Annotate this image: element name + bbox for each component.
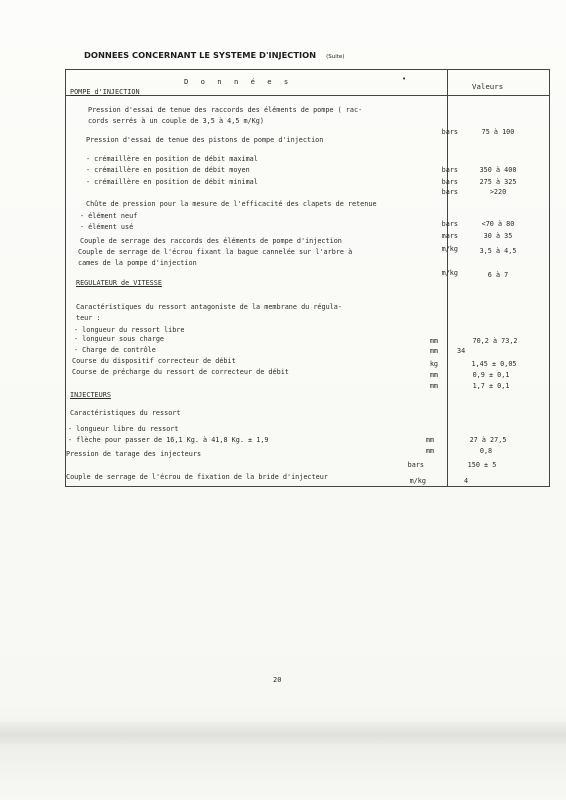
row-value: 6 à 7	[487, 271, 509, 279]
row-text: Chûte de pression pour la mesure de l'efficacité des clapets de retenue	[86, 200, 377, 208]
row-text: teur :	[76, 314, 101, 322]
row-text: cames de la pompe d'injection	[78, 259, 197, 267]
row-unit: mm	[429, 382, 438, 390]
header-mark: •	[402, 75, 407, 83]
row-value: 75 à 100	[481, 128, 515, 136]
row-value: 0,8	[479, 447, 493, 455]
row-value: 1,7 ± 0,1	[472, 382, 510, 390]
row-text: Couple de serrage de l'écrou de fixation de la bride d'injecteur	[66, 473, 328, 481]
row-text: Couple de serrage de l'écrou fixant la bague cannelée sur l'arbre à	[78, 248, 353, 256]
row-value: 30 à 35	[483, 232, 513, 240]
row-text: - Charge de contrôle	[74, 346, 156, 354]
section-pompe: POMPE d'INJECTION	[70, 88, 140, 96]
row-unit: bars	[441, 188, 458, 196]
row-value: 34	[457, 347, 466, 355]
row-unit: mm	[429, 337, 438, 345]
section-injecteurs: INJECTEURS	[70, 391, 111, 399]
row-unit: bars	[441, 220, 458, 228]
row-value: 275 à 325	[479, 178, 517, 186]
row-unit: m/kg	[441, 269, 458, 277]
row-value: 0,9 ± 0,1	[472, 371, 510, 379]
row-text: - longueur libre du ressort	[68, 425, 179, 433]
row-text: - longueur sous charge	[74, 335, 165, 343]
page-number: 20	[273, 676, 282, 684]
row-unit: m/kg	[441, 245, 458, 253]
row-text: Pression d'essai de tenue des raccords des éléments de pompe ( rac-	[88, 106, 363, 114]
row-unit: bars	[441, 166, 458, 174]
row-value: 4	[464, 477, 469, 485]
row-text: - flèche pour passer de 16,1 Kg. à 41,8 Kg. ± 1,9	[68, 436, 269, 444]
title-suffix: (Suite)	[326, 54, 345, 60]
row-unit: mm	[425, 436, 434, 444]
header-valeurs: Valeurs	[472, 82, 504, 91]
header-donnees: D o n n é e s	[184, 77, 293, 86]
row-value: >220	[489, 188, 507, 196]
document-title	[84, 50, 344, 60]
row-text: Course de précharge du ressort de correcteur de débit	[72, 368, 289, 376]
row-text: - élément usé	[80, 223, 134, 231]
row-value: 1,45 ± 0,05	[471, 360, 517, 368]
row-text: cords serrés à un couple de 3,5 à 4,5 m/Kg)	[88, 117, 264, 125]
data-table	[65, 69, 550, 487]
row-text: - élément neuf	[80, 212, 138, 220]
row-unit: mm	[425, 447, 434, 455]
row-unit: mars	[441, 232, 458, 240]
row-unit: kg	[429, 360, 438, 368]
title-text: DONNEES CONCERNANT LE SYSTEME D'INJECTION	[84, 50, 317, 60]
row-text: Course du dispositif correcteur de débit	[72, 357, 236, 365]
section-regulateur: REGULATEUR de VITESSE	[76, 279, 162, 287]
row-unit: mm	[429, 347, 438, 355]
row-unit: bars	[407, 461, 424, 469]
row-text: - crémaillère en position de débit minimal	[86, 178, 258, 186]
row-unit: bars	[441, 178, 458, 186]
row-value: <70 à 80	[481, 220, 515, 228]
row-text: - crémaillère en position de débit maximal	[86, 155, 258, 163]
row-text: Couple de serrage des raccords des éléments de pompe d'injection	[80, 237, 342, 245]
row-value: 150 ± 5	[467, 461, 497, 469]
row-value: 350 à 400	[479, 166, 517, 174]
row-value: 27 à 27,5	[469, 436, 507, 444]
page-fold-shadow	[0, 722, 566, 744]
row-text: Pression de tarage des injecteurs	[66, 450, 202, 458]
row-text: - longueur du ressort libre	[74, 326, 185, 334]
row-unit: m/kg	[409, 477, 426, 485]
row-text: Pression d'essai de tenue des pistons de pompe d'injection	[86, 136, 324, 144]
row-text: - crémaillère en position de débit moyen	[86, 166, 250, 174]
row-unit: mm	[429, 371, 438, 379]
row-text: Caractéristiques du ressort antagoniste de la membrane du régula-	[76, 303, 342, 311]
row-value: 70,2 à 73,2	[472, 337, 518, 345]
row-unit: bars	[441, 128, 458, 136]
row-text: Caractéristiques du ressort	[70, 409, 181, 417]
row-value: 3,5 à 4,5	[479, 247, 517, 255]
